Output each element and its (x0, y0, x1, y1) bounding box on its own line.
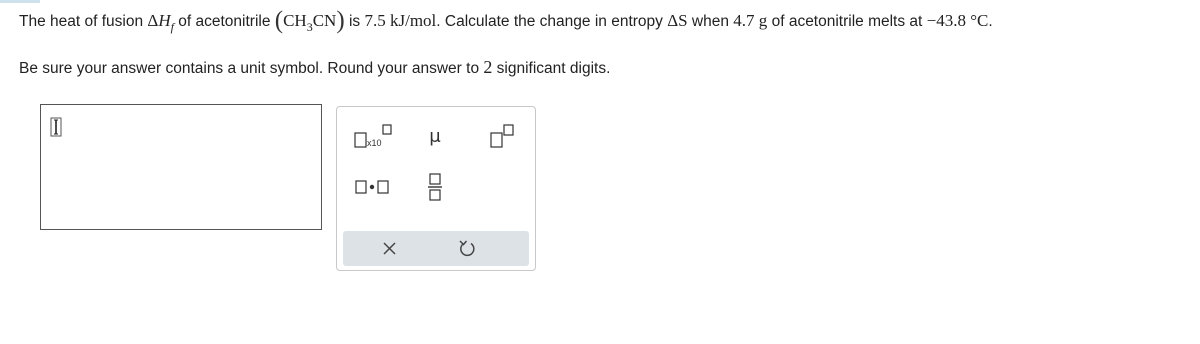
significant-digits-count: 2 (483, 57, 493, 77)
superscript-button[interactable] (477, 119, 521, 155)
instruction-text: Be sure your answer contains a unit symbol. Round your answer to 2 significant digits. (19, 57, 611, 77)
math-palette (336, 106, 536, 271)
superscript-icon (477, 119, 521, 155)
mass-value: 4.7 g (733, 11, 768, 30)
top-accent-tab (0, 0, 40, 3)
answer-input[interactable] (40, 104, 322, 230)
micro-button[interactable] (413, 119, 457, 155)
temperature-value: −43.8 °C (926, 11, 989, 30)
input-cursor-icon (50, 117, 62, 137)
undo-icon (445, 231, 489, 266)
svg-text:x10: x10 (367, 138, 382, 148)
undo-button[interactable] (445, 231, 489, 266)
acetonitrile-formula: $CH_3CN$ (283, 11, 337, 34)
x10-exponent-icon (351, 119, 395, 155)
fraction-button[interactable] (413, 169, 457, 205)
fraction-icon (413, 169, 457, 205)
close-icon (368, 231, 412, 266)
delta-s-symbol: ΔS (667, 11, 688, 30)
dot-product-icon (351, 169, 395, 205)
clear-button[interactable] (368, 231, 412, 266)
heat-value: 7.5 kJ/mol (364, 11, 437, 30)
mu-symbol: μ (429, 126, 441, 147)
delta-h-fusion: $\Delta H_f$ (147, 11, 174, 34)
multiply-dot-button[interactable] (351, 169, 395, 205)
question-text: The heat of fusion $\Delta H_f$ of acetonitrile $(CH_3CN)$ is 7.5 kJ/mol. Calculate the change in entropy ΔS when 4.7 g of acetonitrile melts at −43.8 °C. (19, 7, 993, 34)
palette-action-bar (343, 231, 529, 266)
times-ten-power-button[interactable] (351, 119, 395, 155)
